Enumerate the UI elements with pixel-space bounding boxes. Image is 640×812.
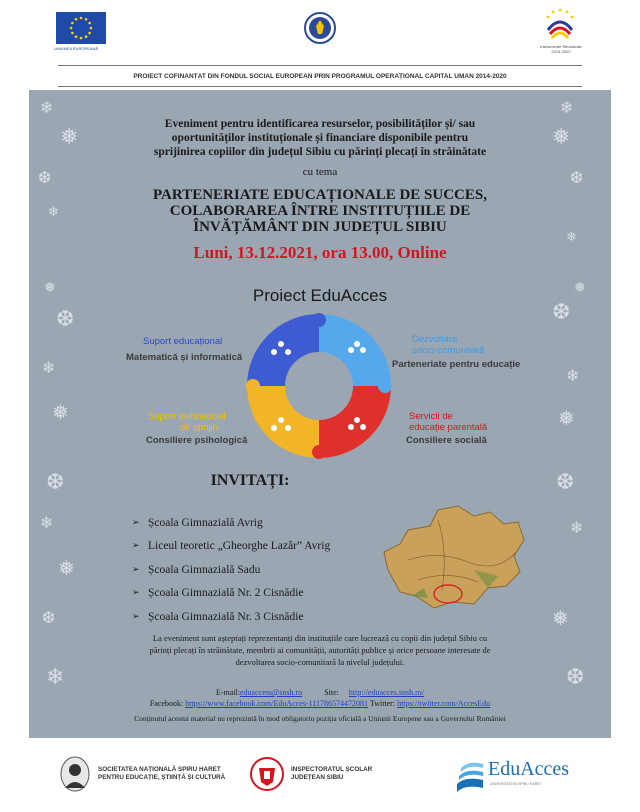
sibiu-county-map <box>378 500 528 612</box>
cu-tema-label: cu tema <box>302 166 338 178</box>
isj-name: INSPECTORATUL ȘCOLAR JUDEȚEAN SIBIU <box>291 766 373 781</box>
eduacces-tagline: UNIVERSITATEA SPIRU HARET <box>490 782 542 786</box>
snowflake-icon: ❆ <box>570 168 584 187</box>
snowflake-icon: ❅ <box>58 556 75 580</box>
arrow-icon: ➢ <box>132 564 140 575</box>
segment-educational-support: Suport educațional Matematică și informatică <box>126 336 243 363</box>
segment-parental-education: Servicii de educație parentală Consiliere socială <box>406 411 488 446</box>
snowflake-icon: ❆ <box>56 307 75 332</box>
eduacces-brand: EduAcces <box>488 758 570 780</box>
snowflake-icon: ❆ <box>556 470 575 495</box>
snowflake-icon: ❅ <box>574 280 586 296</box>
snowflake-icon: ❄ <box>566 230 577 245</box>
site-link[interactable]: http://eduacces.snsh.ro/ <box>348 688 424 697</box>
snowflake-icon: ❄ <box>570 518 584 537</box>
facebook-link[interactable]: https://www.facebook.com/EduAcces-111786574472081 <box>185 699 368 708</box>
snowflake-icon: ❅ <box>60 125 79 150</box>
snowflake-icon: ❄ <box>40 98 54 117</box>
snowflake-icon: ❄ <box>40 513 54 532</box>
ring-segment-lightblue <box>319 314 391 386</box>
snowflake-icon: ❄ <box>48 205 59 220</box>
contact-info: E-mail:eduaccess@snsh.ro Site: http://eduacces.snsh.ro/ Facebook: https://www.facebook.com/EduAcces-111786574472081 Twitter: https://twitter.com/AccesEdu <box>149 688 491 708</box>
snowflake-icon: ❄ <box>566 366 580 385</box>
twitter-link[interactable]: https://twitter.com/AccesEdu <box>397 699 491 708</box>
event-description: La eveniment sunt așteptați reprezentanți din instituțiile care lucrează cu copii din județul Sibiu cu părinți plecați în străinătate, membrii ai comunității, autorități publice și orice persoane interesate de dezvoltarea socio-comunitară la nivelul județului. <box>149 633 491 667</box>
arrow-icon: ➢ <box>132 588 140 599</box>
list-item: ➢ Liceul teoretic „Gheorghe Lazăr” Avrig <box>132 540 331 553</box>
ring-segment-blue <box>247 314 319 386</box>
eduacces-book-logo-icon <box>455 754 487 792</box>
event-intro: Eveniment pentru identificarea resurselor, posibilităților și/ sau oportunităților instituționale și financiare disponibile pentru sprijinirea copiilor din județul Sibiu cu părinți plecați în străinătate <box>153 118 487 158</box>
snowflake-icon: ❆ <box>42 608 56 627</box>
snowflake-icon: ❄ <box>560 98 574 117</box>
structural-instruments-caption: Instrumente Structurale 2014-2020 <box>540 44 582 54</box>
arrow-icon: ➢ <box>132 611 140 622</box>
eu-caption: UNIUNEA EUROPEANĂ <box>54 46 99 51</box>
event-title: PARTENERIATE EDUCAȚIONALE DE SUCCES, COLABORAREA ÎNTRE INSTITUȚIILE DE ÎNVĂȚĂMÂNT DIN JUDEȚUL SIBIU <box>153 187 487 235</box>
list-item: ➢ Școala Gimnazială Nr. 2 Cisnădie <box>132 587 304 600</box>
snowflake-icon: ❄ <box>46 665 65 690</box>
puzzle-ring-diagram <box>243 310 395 462</box>
arrow-icon: ➢ <box>132 541 140 552</box>
list-item: ➢ Școala Gimnazială Avrig <box>132 516 263 529</box>
snowflake-icon: ❆ <box>566 665 585 690</box>
snowflake-icon: ❅ <box>552 125 571 150</box>
segment-socio-community: Dezvoltare socio-comunitară Parteneriate pentru educație <box>392 334 521 370</box>
isj-sibiu-logo-icon <box>249 756 285 792</box>
structural-instruments-logo-icon <box>540 6 580 42</box>
romanian-government-seal-icon <box>304 12 336 44</box>
snowflake-icon: ❅ <box>552 606 569 630</box>
event-date: Luni, 13.12.2021, ora 13.00, Online <box>193 243 447 262</box>
email-link[interactable]: eduaccess@snsh.ro <box>239 688 303 697</box>
spiru-haret-portrait-icon <box>60 756 90 792</box>
snowflake-icon: ❆ <box>552 300 571 325</box>
snowflake-icon: ❅ <box>52 400 69 424</box>
list-item: ➢ Școala Gimnazială Sadu <box>132 563 261 576</box>
snowflake-icon: ❅ <box>44 280 56 296</box>
header <box>0 0 640 78</box>
snowflake-icon: ❆ <box>38 168 52 187</box>
snowflake-icon: ❆ <box>46 470 65 495</box>
project-cofinancing-line: PROIECT COFINANȚAT DIN FONDUL SOCIAL EUROPEAN PRIN PROGRAMUL OPERAȚIONAL CAPITAL UMAN 2014-2020 <box>58 65 582 87</box>
eu-flag-icon <box>56 12 106 44</box>
snsh-name: SOCIETATEA NAȚIONALĂ SPIRU HARET PENTRU EDUCAȚIE, ȘTIINȚĂ ȘI CULTURĂ <box>98 766 226 781</box>
eu-disclaimer: Conținutul acestui material nu reprezintă în mod obligatoriu poziția oficială a Uniunii Europene sau a Guvernului României <box>134 714 506 723</box>
invited-heading: INVITAȚI: <box>210 472 290 489</box>
segment-psychosocial-support: Suport psihosocial de sprijin Consiliere psihologică <box>146 411 248 446</box>
diagram-title: Proiect EduAcces <box>252 286 388 305</box>
list-item: ➢ Școala Gimnazială Nr. 3 Cisnădie <box>132 610 304 623</box>
snowflake-icon: ❅ <box>558 406 575 430</box>
snowflake-icon: ❄ <box>42 358 56 377</box>
arrow-icon: ➢ <box>132 517 140 528</box>
invited-list <box>132 511 392 629</box>
